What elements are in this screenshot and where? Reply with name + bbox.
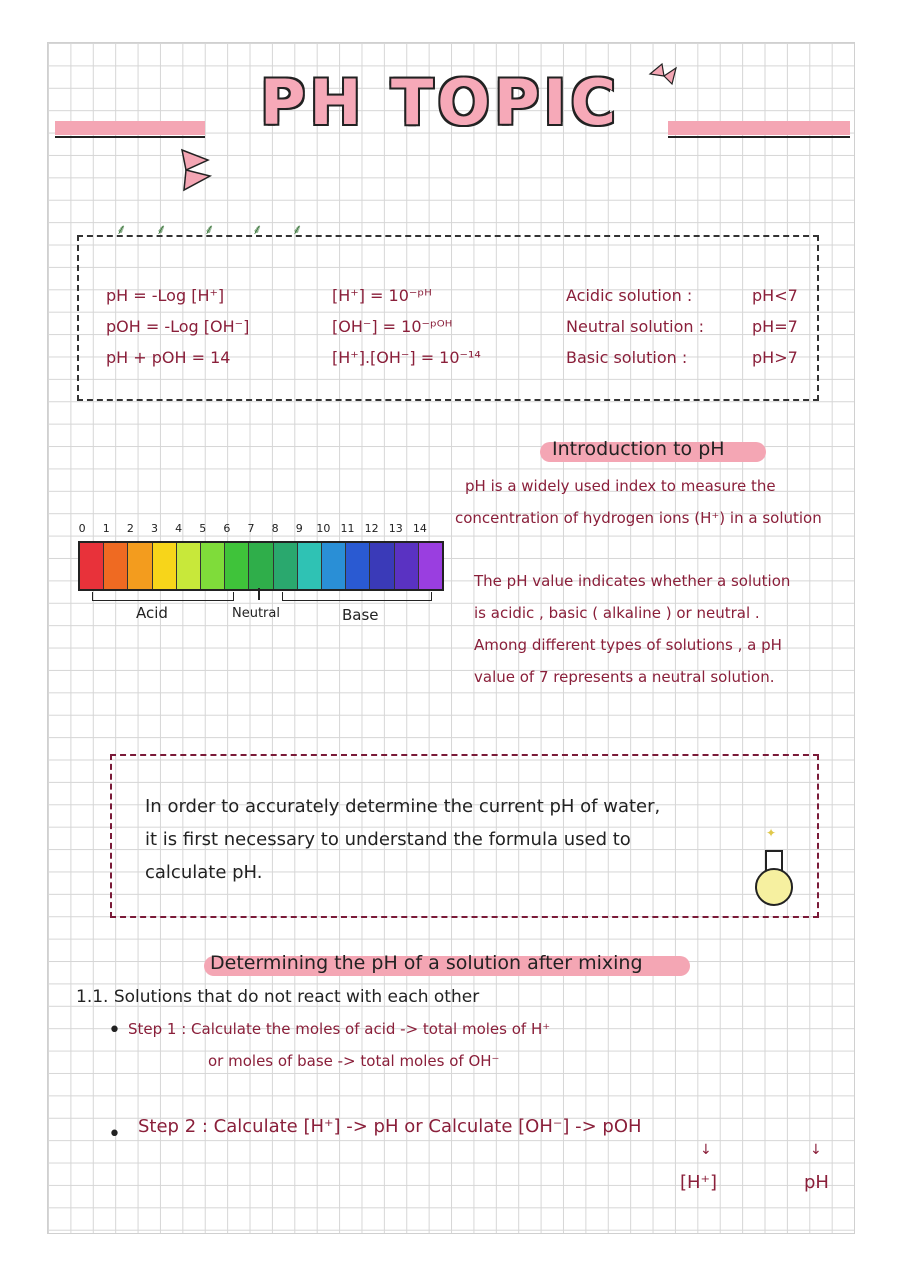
note-text	[145, 790, 660, 889]
intro-paragraph-1	[455, 470, 822, 534]
base-bracket	[282, 592, 432, 601]
down-arrow-icon: ↓	[700, 1142, 712, 1158]
neutral-label: Neutral	[232, 606, 280, 621]
intro-heading: Introduction to pH	[552, 438, 725, 460]
neutral-tick	[258, 588, 260, 600]
intro-line: Among different types of solutions , a pH	[474, 636, 782, 654]
formula-ph: pH = -Log [H⁺]	[106, 286, 225, 305]
basic-value: pH>7	[752, 348, 798, 367]
sprout-icon: ⸙	[292, 222, 303, 238]
bullet: •	[108, 1018, 121, 1043]
title-left-bar	[55, 121, 205, 135]
title-right-bar	[668, 121, 850, 135]
neutral-value: pH=7	[752, 317, 798, 336]
neutral-label: Neutral solution	[566, 317, 694, 336]
ph-number: 8	[271, 522, 279, 535]
formula-poh: pOH = -Log [OH⁻]	[106, 317, 250, 336]
note-line: it is first necessary to understand the formula used to	[145, 829, 631, 850]
ph-result: pH	[804, 1172, 829, 1193]
step1-line1: Step 1 : Calculate the moles of acid -> total moles of H⁺	[128, 1020, 551, 1038]
acidic-label: Acidic solution	[566, 286, 682, 305]
solution-values	[752, 280, 798, 373]
step1-line2: or moles of base -> total moles of OH⁻	[208, 1052, 500, 1070]
ph-segment-4	[177, 543, 201, 589]
bullet: •	[108, 1122, 121, 1147]
sprout-icon: ⸙	[252, 222, 263, 238]
formula-sum: pH + pOH = 14	[106, 348, 231, 367]
ph-segment-14	[419, 543, 442, 589]
formula-oh: [OH⁻] = 10⁻ᵖᴼᴴ	[332, 317, 453, 336]
ph-number: 7	[247, 522, 255, 535]
acidic-value: pH<7	[752, 286, 798, 305]
ph-segment-11	[346, 543, 370, 589]
formula-h: [H⁺] = 10⁻ᵖᴴ	[332, 286, 432, 305]
ph-segment-9	[298, 543, 322, 589]
formula-product: [H⁺].[OH⁻] = 10⁻¹⁴	[332, 348, 481, 367]
solution-types: Acidic solution : Neutral solution : Basic solution :	[566, 286, 704, 367]
basic-label: Basic solution	[566, 348, 677, 367]
ph-segment-6	[225, 543, 249, 589]
ph-number: 1	[102, 522, 110, 535]
ph-scale-numbers	[78, 522, 440, 540]
ph-number: 2	[126, 522, 134, 535]
ph-segment-7	[249, 543, 273, 589]
down-arrow-icon: ↓	[810, 1142, 822, 1158]
intro-line: The pH value indicates whether a solution	[474, 572, 791, 590]
ph-segment-10	[322, 543, 346, 589]
note-line: calculate pH.	[145, 862, 263, 883]
formula-column-1	[106, 280, 249, 373]
ph-number: 10	[316, 522, 331, 535]
page-title: PH TOPIC	[260, 66, 620, 139]
step2-line: Step 2 : Calculate [H⁺] -> pH or Calculate [OH⁻] -> pOH	[138, 1116, 642, 1137]
sprout-icon: ⸙	[116, 222, 127, 238]
ph-segment-3	[153, 543, 177, 589]
ph-number: 0	[78, 522, 86, 535]
ph-number: 9	[295, 522, 303, 535]
ph-number: 6	[223, 522, 231, 535]
ph-segment-13	[395, 543, 419, 589]
h-result: [H⁺]	[680, 1172, 718, 1193]
base-label: Base	[342, 606, 379, 624]
ph-number: 11	[340, 522, 355, 535]
title-right-line	[668, 136, 850, 138]
ph-number: 13	[388, 522, 403, 535]
sprout-icon: ⸙	[204, 222, 215, 238]
bow-icon-small	[648, 60, 678, 90]
bow-icon	[178, 146, 214, 194]
flask-body	[755, 868, 793, 906]
note-line: In order to accurately determine the current pH of water,	[145, 796, 661, 817]
ph-scale	[78, 541, 444, 591]
ph-number: 14	[412, 522, 427, 535]
ph-segment-8	[274, 543, 298, 589]
sprout-icon: ⸙	[156, 222, 167, 238]
ph-number: 5	[199, 522, 207, 535]
ph-number: 12	[364, 522, 379, 535]
ph-segment-2	[128, 543, 152, 589]
ph-number: 4	[175, 522, 183, 535]
sparkle-icon: ✦	[766, 826, 777, 840]
intro-line: value of 7 represents a neutral solution.	[474, 668, 775, 686]
mixing-heading: Determining the pH of a solution after mixing	[210, 952, 643, 974]
mixing-subheading: 1.1. Solutions that do not react with each other	[76, 987, 480, 1007]
intro-line: concentration of hydrogen ions (H⁺) in a solution	[455, 509, 822, 527]
intro-line: is acidic , basic ( alkaline ) or neutral .	[474, 604, 760, 622]
ph-segment-1	[104, 543, 128, 589]
intro-paragraph-2	[474, 565, 790, 693]
ph-segment-12	[370, 543, 394, 589]
formula-column-2	[332, 280, 481, 373]
acid-bracket	[92, 592, 234, 601]
ph-segment-5	[201, 543, 225, 589]
acid-label: Acid	[136, 604, 168, 622]
title-left-line	[55, 136, 205, 138]
ph-number: 3	[150, 522, 158, 535]
intro-line: pH is a widely used index to measure the	[465, 477, 776, 495]
ph-segment-0	[80, 543, 104, 589]
